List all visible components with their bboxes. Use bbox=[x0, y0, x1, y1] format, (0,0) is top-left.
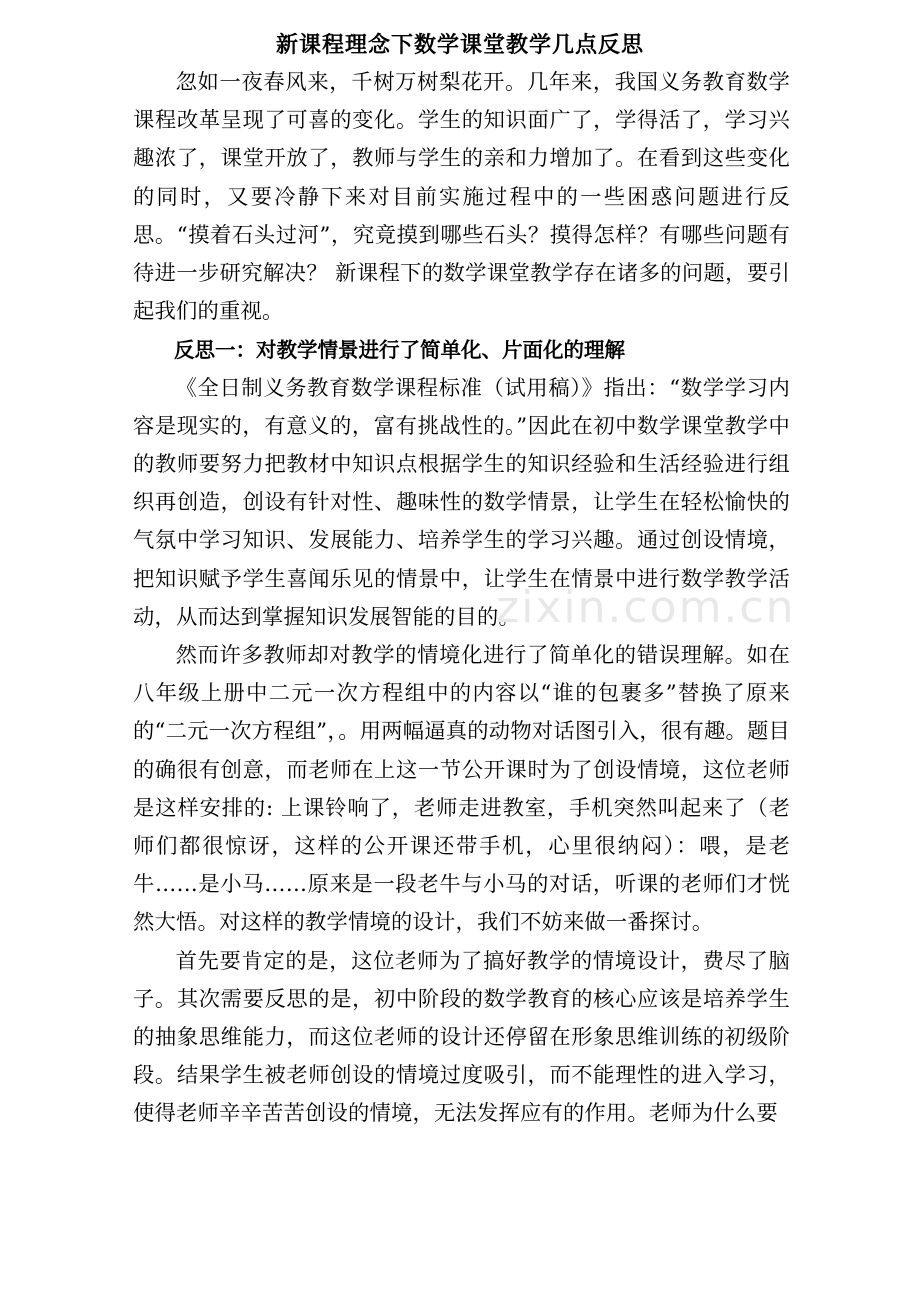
paragraph-intro: 忽如一夜春风来，千树万树梨花开。几年来，我国义务教育数学课程改革呈现了可喜的变化。学生的知识面广了，学得活了，学习兴趣浓了，课堂开放了，教师与学生的亲和力增加了。在看到这些变化的同时，又要冷静下来对目前实施过程中的一些困惑问题进行反思。“摸着石头过河”，究竟摸到哪些石头？摸得怎样？有哪些问题有待进一步研究解决？ 新课程下的数学课堂教学存在诸多的问题，要引起我们的重视。 bbox=[133, 70, 790, 325]
document-title: 新课程理念下数学课堂教学几点反思 bbox=[275, 33, 644, 58]
document-body bbox=[133, 64, 790, 1134]
paragraph-standard: 《全日制义务教育数学课程标准（试用稿）》指出：“数学学习内容是现实的，有意义的，富有挑战性的。”因此在初中数学课堂教学中的教师要努力把教材中知识点根据学生的知识经验和生活经验进行组织再创造，创设有针对性、趣味性的数学情景，让学生在轻松愉快的气氛中学习知识、发展能力、培养学生的学习兴趣。通过创设情境，把知识赋予学生喜闻乐见的情景中，让学生在情景中进行数学教学活动，从而达到掌握知识发展智能的目的。 bbox=[133, 375, 790, 630]
paragraph-example: 然而许多教师却对教学的情境化进行了简单化的错误理解。如在八年级上册中二元一次方程组中的内容以“谁的包裹多”替换了原来的“二元一次方程组”，。用两幅逼真的动物对话图引入，很有趣。题目的确很有创意，而老师在上这一节公开课时为了创设情境，这位老师是这样安排的: 上课铃响了，老师走进教室，手机突然叫起来了（老师们都很惊讶，这样的公开课还带手机，心里很纳闷）：喂，是老牛……是小马……原来是一段老牛与小马的对话，听课的老师们才恍然大悟。对这样的教学情境的设计，我们不妨来做一番探讨。 bbox=[133, 643, 790, 936]
section-heading: 反思一：对教学情景进行了简单化、片面化的理解 bbox=[174, 338, 625, 363]
watermark: zixin.com.cn bbox=[496, 582, 796, 633]
paragraph-analysis: 首先要肯定的是，这位老师为了搞好教学的情境设计，费尽了脑子。其次需要反思的是，初中阶段的数学教育的核心应该是培养学生的抽象思维能力，而这位老师的设计还停留在形象思维训练的初级阶段。结果学生被老师创设的情境过度吸引，而不能理性的进入学习，使得老师辛辛苦苦创设的情境，无法发挥应有的作用。老师为什么要 bbox=[133, 948, 790, 1127]
